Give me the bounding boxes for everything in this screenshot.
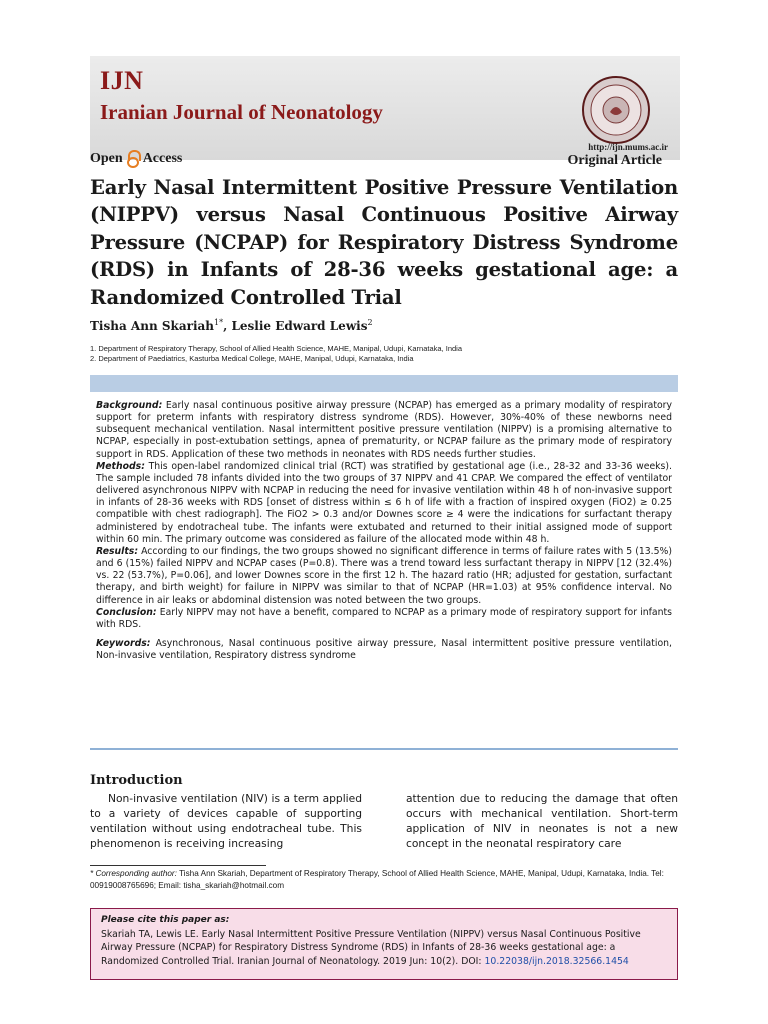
keywords-label: Keywords: (96, 637, 151, 649)
abstract-section-label: Results: (96, 545, 139, 557)
abstract-section-text: Early NIPPV may not have a benefit, compared to NCPAP as a primary mode of respiratory support for infants with RDS. (96, 606, 672, 630)
citation-body (101, 928, 667, 969)
abstract-header-bar (90, 375, 678, 392)
citation-box (90, 908, 678, 980)
abstract-section-label: Conclusion: (96, 606, 157, 618)
citation-heading: Please cite this paper as: (101, 915, 230, 925)
author-separator: , (223, 319, 232, 333)
journal-name: Iranian Journal of Neonatology (100, 100, 383, 124)
citation-text: Skariah TA, Lewis LE. Early Nasal Intermittent Positive Pressure Ventilation (NIPPV) versus Nasal Continuous Positive Airway Pressure (NCPAP) for Respiratory Distress Syndrome (RDS) in Infants of 28-36 weeks gestational age: a Randomized Controlled Trial. Iranian Journal of Neonatology. 2019 Jun: 10(2). DOI: (101, 928, 641, 967)
doi-link[interactable]: 10.22038/ijn.2018.32566.1454 (484, 955, 629, 967)
open-access-right-label: Access (142, 151, 183, 166)
abstract-results (96, 546, 672, 607)
footnote-text: Tisha Ann Skariah, Department of Respiratory Therapy, School of Allied Health Science, MAHE, Manipal, Udupi, Karnataka, India. Tel: 00919008765696; Email: tisha_skariah@hotmail.com (90, 869, 664, 890)
footnote-label: * Corresponding author: (90, 869, 177, 878)
abstract-background (96, 400, 672, 461)
journal-seal-logo (580, 74, 652, 146)
open-access-left-label: Open (90, 151, 123, 166)
abstract-section-text: Early nasal continuous positive airway pressure (NCPAP) has emerged as a primary modality of respiratory support for preterm infants with respiratory distress syndrome (RDS). However, 30%-40% of these newborns need subsequent mechanical ventilation. Nasal intermittent positive pressure ventilation (NIPPV) is a promising alternative to NCPAP, especially in post-extubation settings, apnea of prematurity, or NCPAP failure as the primary mode of respiratory support in RDS. Application of these two methods in neonates with RDS needs further studies. (96, 400, 672, 460)
abstract-section-label: Background: (96, 400, 163, 411)
abstract-section-text: This open-label randomized clinical trial (RCT) was stratified by gestational age (i.e., 28-32 and 33-36 weeks). The sample included 78 infants divided into the two groups of 37 NIPPV and 41 CPAP. We compared the effect of ventilator delivered asynchronous NIPPV with NCPAP in reducing the need for invasive ventilation within 48 h of non-invasive support in infants of 28-36 weeks with RDS [onset of distress within ≤ 6 h of life with a fraction of inspired oxygen (FiO2) ≥ 0.25 compatible with chest radiograph]. The FiO2 > 0.3 and/or Downes score ≥ 4 were the indications for surfactant therapy administered by endotracheal tube. The infants were extubated and returned to their initial assigned mode of support within 60 min. The primary outcome was considered as failure of the allocated mode within 48 h. (96, 460, 672, 545)
article-type-label: Original Article (567, 153, 662, 168)
author-list (90, 318, 373, 333)
abstract-section-text: According to our findings, the two groups showed no significant difference in terms of failure rates with 5 (13.5%) and 6 (15%) failed NIPPV and NCPAP cases (P=0.8). There was a trend toward less surfactant therapy in NIPPV [12 (32.4%) vs. 22 (53.7%), P=0.06], and lower Downes score in the first 12 h. The hazard ratio (HR; adjusted for gestation, surfactant therapy, and birth weight) for failure in NIPPV was similar to that of NCPAP (HR=1.03) at 95% confidence interval. No difference in air leaks or abdominal distension was noted between the two groups. (96, 545, 672, 606)
open-lock-icon (126, 150, 140, 168)
abstract-keywords (96, 638, 672, 662)
section-divider (90, 748, 678, 750)
corresponding-author-footnote (90, 868, 678, 892)
keywords-text: Asynchronous, Nasal continuous positive airway pressure, Nasal intermittent positive pressure ventilation, Non-invasive ventilation, Respiratory distress syndrome (96, 637, 672, 662)
abstract-section-label: Methods: (96, 460, 145, 472)
open-access-badge (90, 150, 182, 168)
affiliation-2: 2. Department of Paediatrics, Kasturba Medical College, MAHE, Manipal, Udupi, Karnataka, India (90, 354, 414, 363)
abstract (96, 400, 672, 662)
paper-title: Early Nasal Intermittent Positive Pressure Ventilation (NIPPV) versus Nasal Continuous Positive Airway Pressure (NCPAP) for Respiratory Distress Syndrome (RDS) in Infants of 28-36 weeks gestational age: a Randomized Controlled Trial (90, 176, 678, 309)
footnote-rule (90, 865, 266, 866)
journal-url-link[interactable]: http://ijn.mums.ac.ir (588, 142, 668, 152)
abstract-conclusion (96, 607, 672, 631)
author-affiliation-mark: 1* (214, 318, 224, 327)
introduction-column-left: Non-invasive ventilation (NIV) is a term applied to a variety of devices capable of supporting ventilation without using endotracheal tube. This phenomenon is receiving increasing (90, 792, 362, 850)
introduction-column-right: attention due to reducing the damage that often occurs with mechanical ventilation. Short-term application of NIV in neonates is not a new concept in the neonatal respiratory care (406, 792, 678, 850)
journal-banner (90, 56, 680, 160)
affiliation-1: 1. Department of Respiratory Therapy, School of Allied Health Science, MAHE, Manipal, Udupi, Karnataka, India (90, 344, 462, 353)
author-name: Tisha Ann Skariah (90, 319, 214, 333)
journal-abbreviation: IJN (100, 66, 144, 95)
author-affiliation-mark: 2 (367, 318, 373, 327)
author-name: Leslie Edward Lewis (231, 319, 368, 333)
abstract-methods (96, 461, 672, 546)
introduction-heading: Introduction (90, 773, 183, 788)
